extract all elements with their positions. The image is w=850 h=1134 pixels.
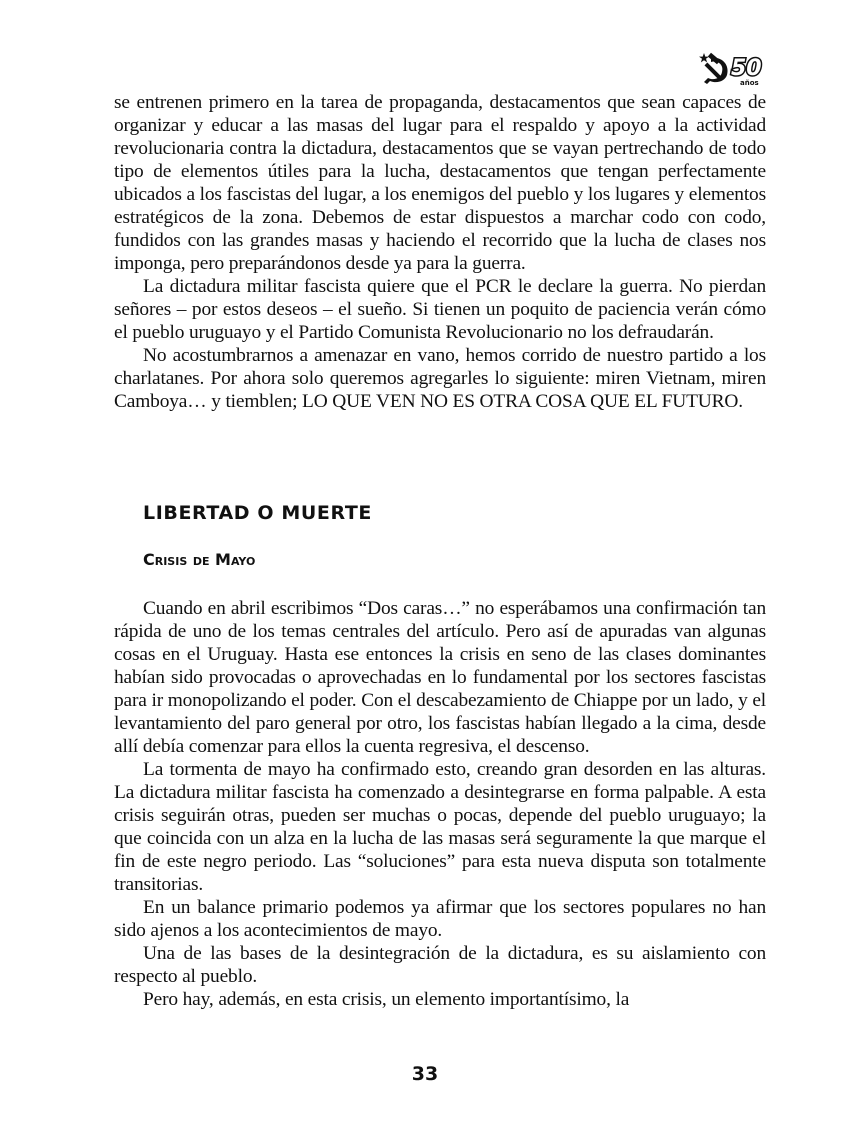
paragraph: La dictadura militar fascista quiere que el PCR le declare la guerra. No pierdan señores – por estos deseos – el sueño. Si tienen un poquito de paciencia verán cómo el pueblo uruguayo y el Partido Comunista Revolucionario no los defraudarán. [114, 276, 766, 343]
paragraph: se entrenen primero en la tarea de propaganda, destacamentos que sean capaces de organizar y educar a las masas del lugar para el respaldo y apoyo a la actividad revolucionaria contra la dictadura, destacamentos que se vayan pertrechando de todo tipo de elementos útiles para la lucha, destacamentos que tengan perfectamente ubicados a los fascistas del lugar, a los enemigos del pueblo y los lugares y elementos estratégicos de la zona. Debemos de estar dispuestos a marchar codo con codo, fundidos con las grandes masas y haciendo el recorrido que la lucha de clases nos imponga, pero preparándonos desde ya para la guerra. [114, 92, 766, 274]
logo-number: 50 [731, 56, 762, 81]
section-heading: LIBERTAD O MUERTE [143, 502, 372, 524]
anniversary-logo [697, 50, 769, 88]
body-text-top [114, 91, 766, 413]
paragraph: Una de las bases de la desintegración de la dictadura, es su aislamiento con respecto al pueblo. [114, 943, 766, 987]
paragraph: En un balance primario podemos ya afirmar que los sectores populares no han sido ajenos a los acontecimientos de mayo. [114, 897, 766, 941]
logo-caption: años [740, 79, 759, 87]
body-text-bottom [114, 597, 766, 1011]
paragraph: Cuando en abril escribimos “Dos caras…” no esperábamos una confirmación tan rápida de uno de los temas centrales del artículo. Pero así de apuradas van algunas cosas en el Uruguay. Hasta ese entonces la crisis en seno de las clases dominantes habían sido provocadas o aprovechadas en lo fundamental por los sectores fascistas para ir monopolizando el poder. Con el descabezamiento de Chiappe por un lado, y el levantamiento del paro general por otro, los fascistas habían llegado a la cima, desde allí debía comenzar para ellos la cuenta regresiva, el descenso. [114, 598, 767, 757]
paragraph: No acostumbrarnos a amenazar en vano, hemos corrido de nuestro partido a los charlatanes. Por ahora solo queremos agregarles lo siguiente: miren Vietnam, miren Camboya… y tiemblen; LO QUE VEN NO ES OTRA COSA QUE EL FUTURO. [114, 345, 766, 412]
paragraph: Pero hay, además, en esta crisis, un elemento importantísimo, la [143, 989, 630, 1010]
hammer-sickle-icon [697, 50, 769, 88]
paragraph: La tormenta de mayo ha confirmado esto, creando gran desorden en las alturas. La dictadura militar fascista ha comenzado a desintegrarse en forma palpable. A esta crisis seguirán otras, pueden ser muchas o pocas, depende del pueblo uruguayo; la que coincida con un alza en la lucha de las masas será seguramente la que marque el fin de este negro periodo. Las “soluciones” para esta nueva disputa son totalmente transitorias. [114, 759, 766, 895]
section-subheading: Crisis de Mayo [143, 550, 256, 569]
page-number: 33 [411, 1063, 439, 1085]
